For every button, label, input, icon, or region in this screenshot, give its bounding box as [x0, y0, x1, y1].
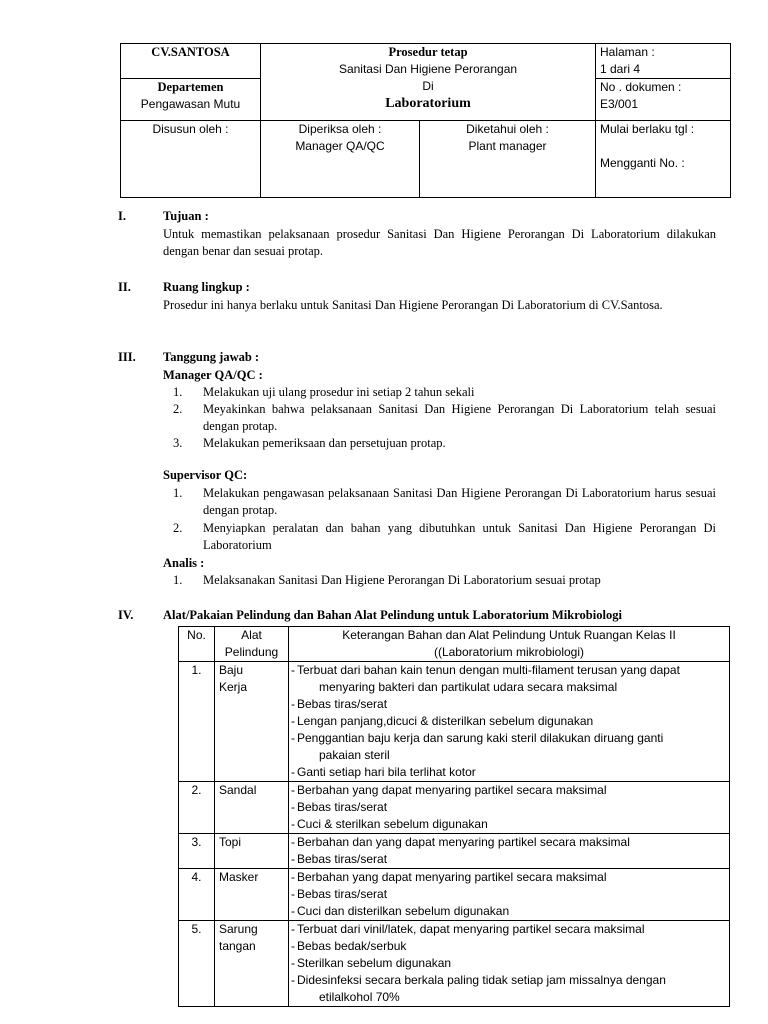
- page-cell: [596, 44, 731, 79]
- column-header-no: No.: [179, 627, 215, 662]
- equipment-description: - Terbuat dari vinil/latek, dapat menyaring partikel secara maksimal - Bebas bedak/serbuk - Sterilkan sebelum digunakan - Didesinfeksi secara berkala paling tidak setiap jam missalnya dengan etilalkohol 70%: [289, 921, 730, 1007]
- table-header-row: [179, 627, 730, 662]
- approved-by-role: Plant manager: [468, 139, 547, 153]
- procedure-title-line2: Di: [422, 79, 434, 93]
- section-title: Tujuan :: [163, 209, 209, 223]
- page-value: 1 dari 4: [600, 62, 641, 76]
- analyst-title: Analis :: [163, 556, 205, 570]
- checked-by-cell: [261, 121, 420, 198]
- table-row: [179, 662, 730, 782]
- effective-cell: [596, 121, 731, 198]
- equipment-name: Topi: [215, 834, 289, 869]
- section-text: Untuk memastikan pelaksanaan prosedur Sanitasi Dan Higiene Perorangan Di Laboratorium dilakukan dengan benar dan sesuai protap.: [163, 227, 716, 258]
- analyst-list: [163, 572, 716, 589]
- header-table: [120, 43, 731, 198]
- list-item: 1. Melakukan pengawasan pelaksanaan Sanitasi Dan Higiene Perorangan Di Laboratorium harus sesuai dengan protap.: [173, 486, 716, 517]
- checked-by-label: Diperiksa oleh :: [298, 122, 382, 136]
- section-number: III.: [118, 350, 136, 364]
- section-title: Ruang lingkup :: [163, 280, 250, 294]
- section-text: Prosedur ini hanya berlaku untuk Sanitasi Dan Higiene Perorangan Di Laboratorium di CV.Santosa.: [163, 298, 663, 312]
- equipment-description: - Berbahan dan yang dapat menyaring partikel secara maksimal - Bebas tiras/serat: [289, 834, 730, 869]
- checked-by-role: Manager QA/QC: [295, 139, 385, 153]
- equipment-description: - Berbahan yang dapat menyaring partikel secara maksimal - Bebas tiras/serat - Cuci dan disterilkan sebelum digunakan: [289, 869, 730, 921]
- page-label: Halaman :: [600, 45, 655, 59]
- table-row: [179, 921, 730, 1007]
- docno-cell: [596, 79, 731, 121]
- replaces-label: Mengganti No. :: [600, 156, 685, 170]
- list-item: 1. Melakukan uji ulang prosedur ini setiap 2 tahun sekali: [173, 385, 475, 399]
- row-number: 5.: [179, 921, 215, 1007]
- section-number: II.: [118, 280, 131, 294]
- docno-label: No . dokumen :: [600, 80, 682, 94]
- procedure-label: Prosedur tetap: [388, 45, 468, 59]
- manager-title: Manager QA/QC :: [163, 368, 263, 382]
- section-title: Alat/Pakaian Pelindung dan Bahan Alat Pelindung untuk Laboratorium Mikrobiologi: [163, 608, 622, 622]
- equipment-description: - Terbuat dari bahan kain tenun dengan multi-filament terusan yang dapat menyaring bakteri dan partikulat udara secara maksimal - Bebas tiras/serat - Lengan panjang,dicuci & disterilkan sebelum digunakan - Penggantian baju kerja dan sarung kaki steril dilakukan diruang ganti pakaian steril - Ganti setiap hari bila terlihat kotor: [289, 662, 730, 782]
- department-cell: [121, 79, 261, 121]
- ppe-table: [178, 626, 730, 1007]
- row-number: 1.: [179, 662, 215, 782]
- table-row: [179, 834, 730, 869]
- department-value: Pengawasan Mutu: [140, 97, 241, 111]
- approved-by-label: Diketahui oleh :: [466, 122, 549, 136]
- effective-label: Mulai berlaku tgl :: [600, 122, 695, 136]
- approved-by-cell: [420, 121, 596, 198]
- supervisor-title: Supervisor QC:: [163, 468, 248, 482]
- procedure-title-line1: Sanitasi Dan Higiene Perorangan: [338, 62, 518, 76]
- equipment-name: Masker: [215, 869, 289, 921]
- equipment-description: - Berbahan yang dapat menyaring partikel secara maksimal - Bebas tiras/serat - Cuci & sterilkan sebelum digunakan: [289, 782, 730, 834]
- section-title: Tanggung jawab :: [163, 350, 260, 364]
- equipment-name: Sarung tangan: [215, 921, 289, 1007]
- list-item: 2. Menyiapkan peralatan dan bahan yang dibutuhkan untuk Sanitasi Dan Higiene Perorangan Di Laboratorium: [173, 521, 716, 552]
- procedure-title-line3: Laboratorium: [385, 96, 471, 111]
- list-item: 1. Melaksanakan Sanitasi Dan Higiene Perorangan Di Laboratorium sesuai protap: [173, 573, 601, 587]
- docno-value: E3/001: [600, 97, 639, 111]
- supervisor-list: [163, 485, 716, 554]
- table-row: [179, 869, 730, 921]
- row-number: 2.: [179, 782, 215, 834]
- list-item: 2. Meyakinkan bahwa pelaksanaan Sanitasi Dan Higiene Perorangan Di Laboratorium telah sesuai dengan protap.: [173, 402, 716, 433]
- section-number: IV.: [118, 608, 134, 622]
- column-header-equipment: Alat Pelindung: [215, 627, 289, 662]
- manager-list: [163, 384, 716, 452]
- equipment-name: Baju Kerja: [215, 662, 289, 782]
- department-label: Departemen: [157, 80, 224, 94]
- row-number: 4.: [179, 869, 215, 921]
- equipment-name: Sandal: [215, 782, 289, 834]
- column-header-description: Keterangan Bahan dan Alat Pelindung Untuk Ruangan Kelas II ((Laboratorium mikrobiologi): [289, 627, 730, 662]
- table-row: [179, 782, 730, 834]
- row-number: 3.: [179, 834, 215, 869]
- list-item: 3. Melakukan pemeriksaan dan persetujuan protap.: [173, 436, 446, 450]
- company-name: CV.SANTOSA: [121, 44, 261, 79]
- section-number: I.: [118, 209, 126, 223]
- prepared-by: Disusun oleh :: [121, 121, 261, 198]
